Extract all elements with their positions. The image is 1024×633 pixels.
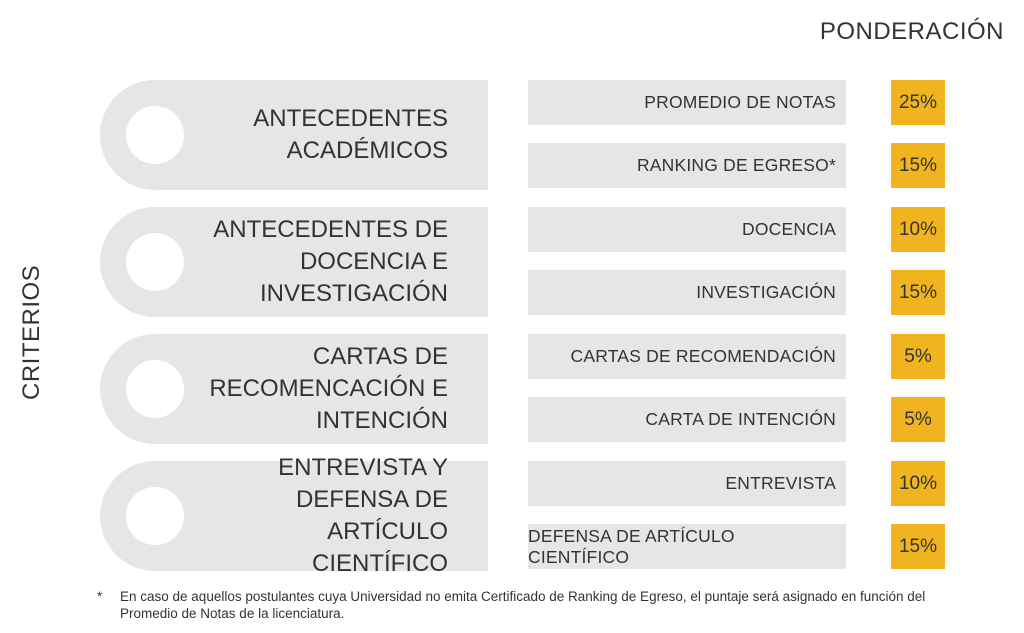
criteria-group-interview: [100, 454, 488, 577]
weight-badge: 10%: [891, 207, 945, 252]
criterion-item: ENTREVISTA: [528, 461, 846, 506]
footnote-marker: *: [97, 589, 103, 604]
criterion-item: CARTA DE INTENCIÓN: [528, 397, 846, 442]
criterion-item: DOCENCIA: [528, 207, 846, 252]
weight-badge: 5%: [891, 334, 945, 379]
criteria-group-academic: [100, 80, 488, 190]
weight-badge: 15%: [891, 524, 945, 569]
weight-badge: 10%: [891, 461, 945, 506]
circle-icon: [126, 106, 184, 164]
weight-badge: 25%: [891, 80, 945, 125]
weight-badge: 15%: [891, 143, 945, 188]
circle-icon: [126, 233, 184, 291]
criteria-group-letters: [100, 334, 488, 444]
circle-icon: [126, 487, 184, 545]
criteria-group-title: ANTECEDENTES ACADÉMICOS: [253, 105, 448, 164]
weight-badge: 15%: [891, 270, 945, 315]
criterion-item: DEFENSA DE ARTÍCULO CIENTÍFICO: [528, 524, 846, 569]
footnote: [97, 588, 957, 622]
criterios-label-text: CRITERIOS: [18, 264, 45, 400]
criteria-group-teaching: [100, 207, 488, 317]
weight-badge: 5%: [891, 397, 945, 442]
criteria-group-title: CARTAS DE RECOMENCACIÓN E INTENCIÓN: [209, 343, 448, 434]
criterion-item: PROMEDIO DE NOTAS: [528, 80, 846, 125]
criteria-group-title: ANTECEDENTES DE DOCENCIA E INVESTIGACIÓN: [213, 216, 448, 307]
criterion-item: RANKING DE EGRESO*: [528, 143, 846, 188]
criterios-label: [18, 264, 46, 399]
criteria-group-title: ENTREVISTA Y DEFENSA DE ARTÍCULO CIENTÍFICO: [278, 454, 448, 577]
criterion-item: CARTAS DE RECOMENDACIÓN: [528, 334, 846, 379]
criterion-item: INVESTIGACIÓN: [528, 270, 846, 315]
ponderacion-header: PONDERACIÓN: [819, 18, 1004, 45]
circle-icon: [126, 360, 184, 418]
footnote-text: En caso de aquellos postulantes cuya Universidad no emita Certificado de Ranking de Egreso, el puntaje será asignado en función del Promedio de Notas de la licenciatura.: [120, 589, 926, 621]
